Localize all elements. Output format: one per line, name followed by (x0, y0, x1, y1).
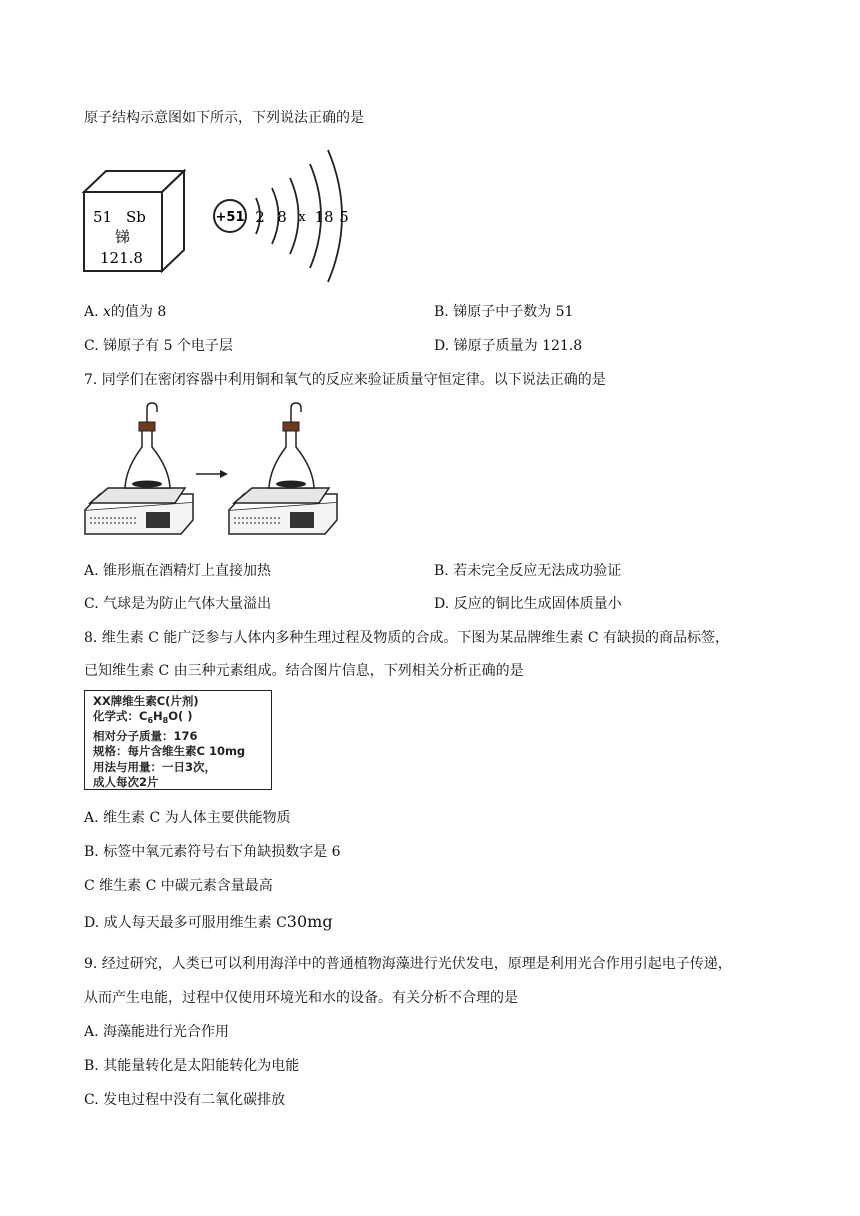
shell-4-count: 18 (314, 208, 334, 226)
q6-option-c: C. 锑原子有 5 个电子层 (84, 338, 233, 354)
q8-option-a: A. 维生素 C 为人体主要供能物质 (84, 810, 291, 826)
q7-option-a: A. 锥形瓶在酒精灯上直接加热 (84, 563, 272, 579)
q9-stem-line1: 9. 经过研究，人类已可以利用海洋中的普通植物海藻进行光伏发电，原理是利用光合作用引起电子传递， (84, 956, 732, 972)
element-mass: 121.8 (100, 249, 143, 267)
shell-1-count: 2 (255, 208, 265, 226)
label-specification: 规格：每片含维生素C 10mg (93, 744, 246, 759)
dose-value: 30mg (286, 912, 333, 931)
q9-option-a: A. 海藻能进行光合作用 (84, 1024, 230, 1040)
q7-option-d: D. 反应的铜比生成固体质量小 (434, 596, 622, 612)
q7-option-b: B. 若未完全反应无法成功验证 (434, 563, 622, 579)
element-symbol: Sb (126, 208, 146, 226)
q9-stem-line2: 从而产生电能，过程中仅使用环境光和水的设备。有关分析不合理的是 (84, 990, 518, 1006)
shell-2-count: 8 (277, 208, 287, 226)
q6-option-d: D. 锑原子质量为 121.8 (434, 338, 583, 354)
label-usage: 用法与用量：一日3次， (93, 759, 217, 774)
q9-option-c: C. 发电过程中没有二氧化碳排放 (84, 1092, 286, 1108)
q8-option-c: C 维生素 C 中碳元素含量最高 (84, 878, 273, 894)
q8-option-b: B. 标签中氧元素符号右下角缺损数字是 6 (84, 844, 341, 860)
q8-option-d: D. 成人每天最多可服用维生素 C30mg (84, 912, 333, 931)
variable-x: x (103, 304, 111, 320)
nucleus-charge: +51 (215, 210, 245, 225)
element-name: 锑 (115, 228, 131, 246)
label-title: XX牌维生素C(片剂) (93, 694, 199, 708)
q6-option-b: B. 锑原子中子数为 51 (434, 304, 574, 320)
antimony-element-cube-figure (80, 168, 190, 274)
label-molecular-mass: 相对分子质量：176 (93, 728, 198, 743)
q7-stem: 7. 同学们在密闭容器中利用铜和氧气的反应来验证质量守恒定律。以下说法正确的是 (84, 372, 606, 388)
shell-3-count: x (298, 210, 306, 225)
q8-stem-line2: 已知维生素 C 由三种元素组成。结合图片信息，下列相关分析正确的是 (84, 663, 524, 679)
antimony-atom-structure-diagram (208, 146, 358, 286)
shell-5-count: 5 (339, 208, 349, 226)
q6-stem: 原子结构示意图如下所示，下列说法正确的是 (84, 110, 364, 126)
q9-option-b: B. 其能量转化是太阳能转化为电能 (84, 1058, 300, 1074)
vitamin-c-product-label (84, 690, 272, 790)
q6-option-a: A. x的值为 8 (84, 304, 167, 320)
label-formula: 化学式：$C_6H_8O$( ) (93, 709, 193, 726)
element-number: 51 (93, 208, 113, 226)
q7-option-c: C. 气球是为防止气体大量溢出 (84, 596, 272, 612)
q8-stem-line1: 8. 维生素 C 能广泛参与人体内多种生理过程及物质的合成。下图为某品牌维生素 C 有缺损的商品标签， (84, 630, 730, 646)
label-adult-dose: 成人每次2片 (93, 775, 159, 790)
mass-conservation-experiment-figure (82, 402, 344, 542)
